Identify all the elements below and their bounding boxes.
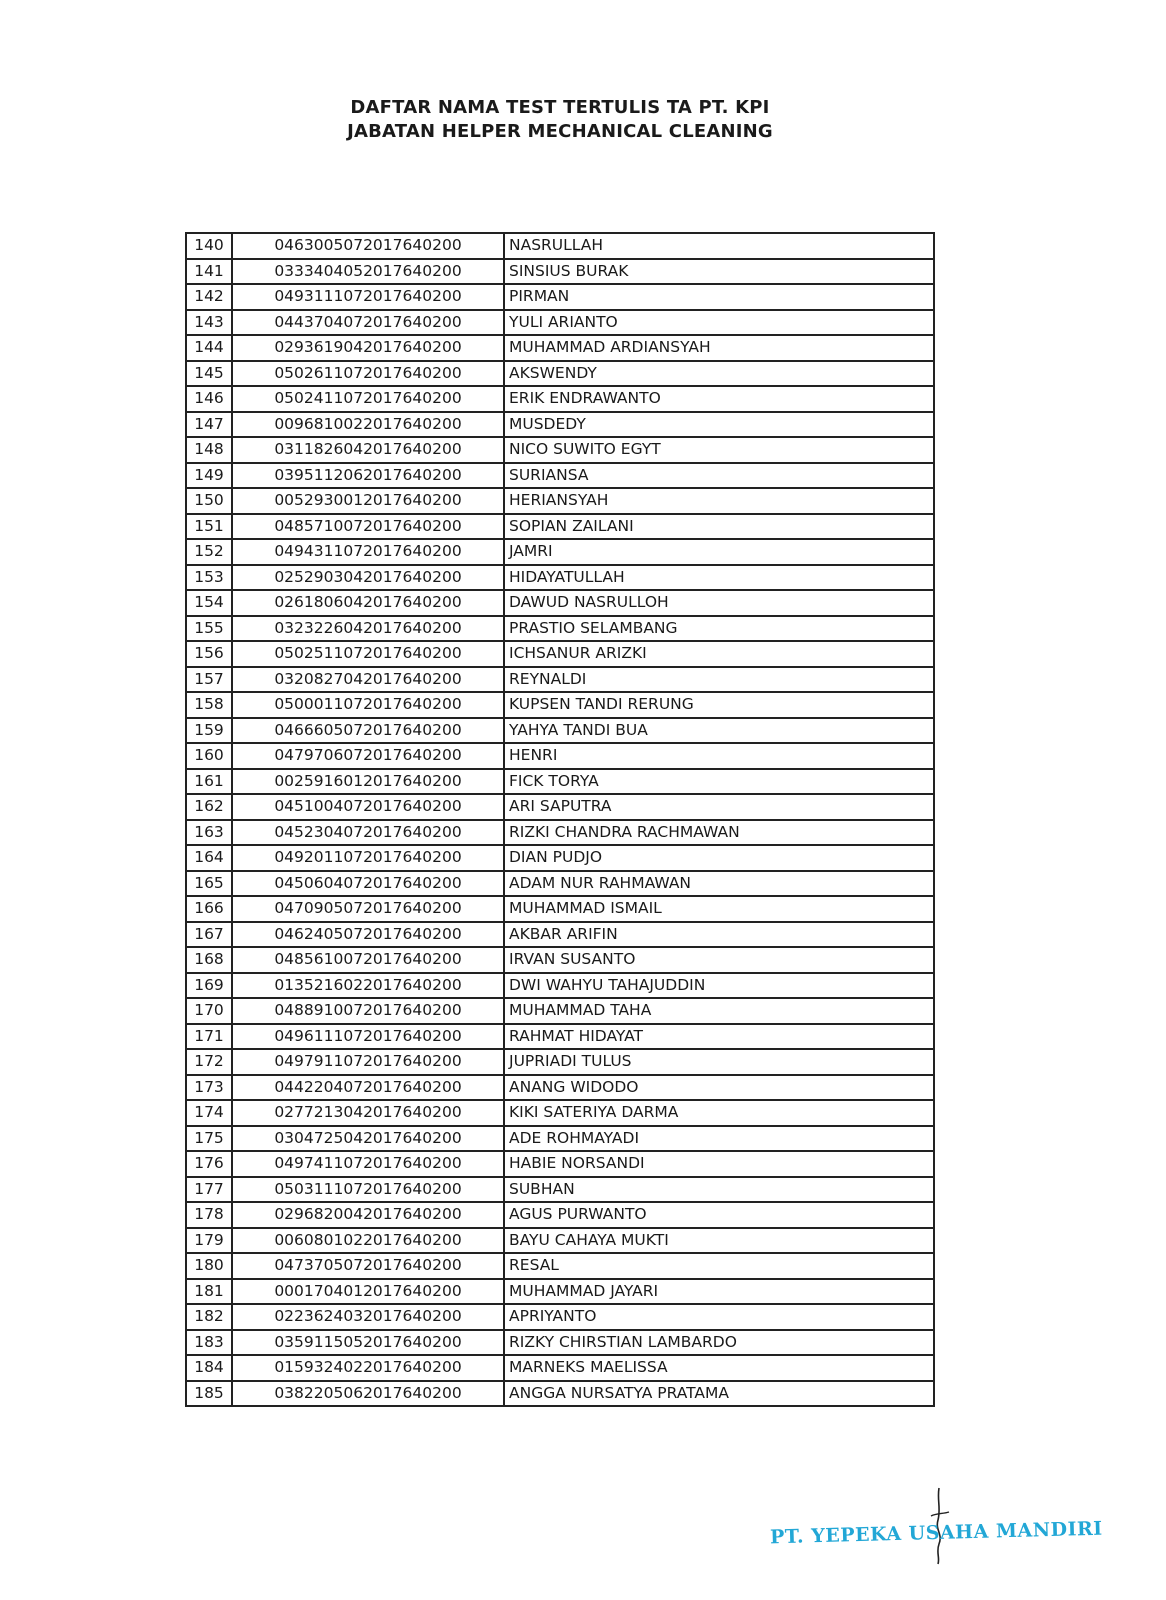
registration-number: 0462405072017640200	[232, 922, 504, 948]
row-number: 149	[186, 463, 232, 489]
registration-number: 0494311072017640200	[232, 539, 504, 565]
participant-name: MUHAMMAD TAHA	[504, 998, 934, 1024]
table-row	[186, 1330, 934, 1356]
registration-number: 0395112062017640200	[232, 463, 504, 489]
table-row	[186, 1202, 934, 1228]
participant-name: ICHSANUR ARIZKI	[504, 641, 934, 667]
participant-name: MUSDEDY	[504, 412, 934, 438]
participant-name: SURIANSA	[504, 463, 934, 489]
row-number: 182	[186, 1304, 232, 1330]
participant-name: HIDAYATULLAH	[504, 565, 934, 591]
registration-number: 0485710072017640200	[232, 514, 504, 540]
registration-number: 0333404052017640200	[232, 259, 504, 285]
participant-name: PIRMAN	[504, 284, 934, 310]
registration-number: 0497911072017640200	[232, 1049, 504, 1075]
participant-name: AGUS PURWANTO	[504, 1202, 934, 1228]
table-row	[186, 820, 934, 846]
participant-name: HERIANSYAH	[504, 488, 934, 514]
participant-name: YULI ARIANTO	[504, 310, 934, 336]
participant-name: MUHAMMAD ARDIANSYAH	[504, 335, 934, 361]
table-row	[186, 1381, 934, 1407]
row-number: 168	[186, 947, 232, 973]
table-row	[186, 1049, 934, 1075]
registration-number: 0452304072017640200	[232, 820, 504, 846]
row-number: 175	[186, 1126, 232, 1152]
row-number: 152	[186, 539, 232, 565]
row-number: 157	[186, 667, 232, 693]
registration-number: 0443704072017640200	[232, 310, 504, 336]
row-number: 143	[186, 310, 232, 336]
participant-name: HABIE NORSANDI	[504, 1151, 934, 1177]
row-number: 142	[186, 284, 232, 310]
row-number: 160	[186, 743, 232, 769]
participant-name: DWI WAHYU TAHAJUDDIN	[504, 973, 934, 999]
participant-name: BAYU CAHAYA MUKTI	[504, 1228, 934, 1254]
participant-name: RAHMAT HIDAYAT	[504, 1024, 934, 1050]
row-number: 164	[186, 845, 232, 871]
row-number: 156	[186, 641, 232, 667]
table-row	[186, 616, 934, 642]
participant-name: MARNEKS MAELISSA	[504, 1355, 934, 1381]
table-row	[186, 539, 934, 565]
table-row	[186, 412, 934, 438]
participant-name: AKSWENDY	[504, 361, 934, 387]
participant-name: NICO SUWITO EGYT	[504, 437, 934, 463]
registration-number: 0492011072017640200	[232, 845, 504, 871]
table-row	[186, 1024, 934, 1050]
row-number: 151	[186, 514, 232, 540]
participant-name: ADE ROHMAYADI	[504, 1126, 934, 1152]
title-line-2: JABATAN HELPER MECHANICAL CLEANING	[347, 121, 773, 142]
table-row	[186, 769, 934, 795]
participant-name: RESAL	[504, 1253, 934, 1279]
table-row	[186, 514, 934, 540]
participant-name: RIZKI CHANDRA RACHMAWAN	[504, 820, 934, 846]
participant-name: ANANG WIDODO	[504, 1075, 934, 1101]
registration-number: 0296820042017640200	[232, 1202, 504, 1228]
table-row	[186, 284, 934, 310]
registration-number: 0497411072017640200	[232, 1151, 504, 1177]
participant-name: ERIK ENDRAWANTO	[504, 386, 934, 412]
registration-number: 0293619042017640200	[232, 335, 504, 361]
registration-number: 0135216022017640200	[232, 973, 504, 999]
participant-name: HENRI	[504, 743, 934, 769]
registration-number: 0485610072017640200	[232, 947, 504, 973]
row-number: 178	[186, 1202, 232, 1228]
registration-number: 0463005072017640200	[232, 233, 504, 259]
participant-table	[185, 232, 935, 1407]
participant-name: ANGGA NURSATYA PRATAMA	[504, 1381, 934, 1407]
participant-name: MUHAMMAD JAYARI	[504, 1279, 934, 1305]
row-number: 163	[186, 820, 232, 846]
participant-name: JUPRIADI TULUS	[504, 1049, 934, 1075]
registration-number: 0277213042017640200	[232, 1100, 504, 1126]
registration-number: 0223624032017640200	[232, 1304, 504, 1330]
table-row	[186, 1126, 934, 1152]
table-row	[186, 845, 934, 871]
registration-number: 0479706072017640200	[232, 743, 504, 769]
registration-number: 0450604072017640200	[232, 871, 504, 897]
title-line-1: DAFTAR NAMA TEST TERTULIS TA PT. KPI	[350, 97, 770, 118]
participant-name: SINSIUS BURAK	[504, 259, 934, 285]
table-row	[186, 667, 934, 693]
row-number: 141	[186, 259, 232, 285]
registration-number: 0488910072017640200	[232, 998, 504, 1024]
registration-number: 0320827042017640200	[232, 667, 504, 693]
table-row	[186, 1228, 934, 1254]
participant-name: SUBHAN	[504, 1177, 934, 1203]
document-title	[0, 96, 1120, 144]
participant-name: KIKI SATERIYA DARMA	[504, 1100, 934, 1126]
registration-number: 0096810022017640200	[232, 412, 504, 438]
table-row	[186, 871, 934, 897]
row-number: 180	[186, 1253, 232, 1279]
registration-number: 0382205062017640200	[232, 1381, 504, 1407]
table-row	[186, 896, 934, 922]
table-row	[186, 1100, 934, 1126]
participant-name: MUHAMMAD ISMAIL	[504, 896, 934, 922]
row-number: 185	[186, 1381, 232, 1407]
registration-number: 0001704012017640200	[232, 1279, 504, 1305]
registration-number: 0451004072017640200	[232, 794, 504, 820]
participant-name: APRIYANTO	[504, 1304, 934, 1330]
table-row	[186, 463, 934, 489]
participant-name: DIAN PUDJO	[504, 845, 934, 871]
registration-number: 0159324022017640200	[232, 1355, 504, 1381]
row-number: 179	[186, 1228, 232, 1254]
row-number: 140	[186, 233, 232, 259]
participant-name: FICK TORYA	[504, 769, 934, 795]
table-row	[186, 488, 934, 514]
row-number: 176	[186, 1151, 232, 1177]
table-row	[186, 361, 934, 387]
participant-name: SOPIAN ZAILANI	[504, 514, 934, 540]
table-row	[186, 1075, 934, 1101]
table-row	[186, 641, 934, 667]
registration-number: 0252903042017640200	[232, 565, 504, 591]
row-number: 159	[186, 718, 232, 744]
table-row	[186, 794, 934, 820]
registration-number: 0025916012017640200	[232, 769, 504, 795]
registration-number: 0503111072017640200	[232, 1177, 504, 1203]
row-number: 172	[186, 1049, 232, 1075]
registration-number: 0473705072017640200	[232, 1253, 504, 1279]
row-number: 167	[186, 922, 232, 948]
participant-name: REYNALDI	[504, 667, 934, 693]
company-stamp: PT. YEPEKA USAHA MANDIRI	[769, 1517, 1103, 1549]
participant-name: DAWUD NASRULLOH	[504, 590, 934, 616]
table-row	[186, 335, 934, 361]
table-body	[186, 233, 934, 1406]
row-number: 169	[186, 973, 232, 999]
table-row	[186, 692, 934, 718]
row-number: 174	[186, 1100, 232, 1126]
registration-number: 0502611072017640200	[232, 361, 504, 387]
registration-number: 0052930012017640200	[232, 488, 504, 514]
table-row	[186, 1304, 934, 1330]
row-number: 166	[186, 896, 232, 922]
row-number: 161	[186, 769, 232, 795]
row-number: 170	[186, 998, 232, 1024]
row-number: 173	[186, 1075, 232, 1101]
participant-name: PRASTIO SELAMBANG	[504, 616, 934, 642]
participant-name: JAMRI	[504, 539, 934, 565]
row-number: 181	[186, 1279, 232, 1305]
registration-number: 0311826042017640200	[232, 437, 504, 463]
row-number: 177	[186, 1177, 232, 1203]
table-row	[186, 590, 934, 616]
table-row	[186, 437, 934, 463]
registration-number: 0496111072017640200	[232, 1024, 504, 1050]
participant-name: RIZKY CHIRSTIAN LAMBARDO	[504, 1330, 934, 1356]
row-number: 148	[186, 437, 232, 463]
participant-name: KUPSEN TANDI RERUNG	[504, 692, 934, 718]
registration-number: 0466605072017640200	[232, 718, 504, 744]
row-number: 155	[186, 616, 232, 642]
registration-number: 0470905072017640200	[232, 896, 504, 922]
row-number: 184	[186, 1355, 232, 1381]
registration-number: 0304725042017640200	[232, 1126, 504, 1152]
row-number: 150	[186, 488, 232, 514]
table-row	[186, 718, 934, 744]
row-number: 171	[186, 1024, 232, 1050]
table-row	[186, 947, 934, 973]
participant-name: IRVAN SUSANTO	[504, 947, 934, 973]
row-number: 145	[186, 361, 232, 387]
participant-name: ARI SAPUTRA	[504, 794, 934, 820]
registration-number: 0359115052017640200	[232, 1330, 504, 1356]
table-row	[186, 386, 934, 412]
row-number: 154	[186, 590, 232, 616]
participant-name: ADAM NUR RAHMAWAN	[504, 871, 934, 897]
row-number: 158	[186, 692, 232, 718]
participant-name: YAHYA TANDI BUA	[504, 718, 934, 744]
participant-name: AKBAR ARIFIN	[504, 922, 934, 948]
registration-number: 0060801022017640200	[232, 1228, 504, 1254]
table-row	[186, 1279, 934, 1305]
table-row	[186, 998, 934, 1024]
table-row	[186, 1151, 934, 1177]
registration-number: 0493111072017640200	[232, 284, 504, 310]
row-number: 144	[186, 335, 232, 361]
table-row	[186, 743, 934, 769]
row-number: 147	[186, 412, 232, 438]
row-number: 165	[186, 871, 232, 897]
participant-name: NASRULLAH	[504, 233, 934, 259]
registration-number: 0500011072017640200	[232, 692, 504, 718]
registration-number: 0502411072017640200	[232, 386, 504, 412]
table-row	[186, 1177, 934, 1203]
table-row	[186, 310, 934, 336]
table-row	[186, 1355, 934, 1381]
table-row	[186, 973, 934, 999]
row-number: 153	[186, 565, 232, 591]
registration-number: 0261806042017640200	[232, 590, 504, 616]
table-row	[186, 565, 934, 591]
table-row	[186, 1253, 934, 1279]
row-number: 146	[186, 386, 232, 412]
registration-number: 0323226042017640200	[232, 616, 504, 642]
registration-number: 0442204072017640200	[232, 1075, 504, 1101]
row-number: 162	[186, 794, 232, 820]
table-row	[186, 233, 934, 259]
row-number: 183	[186, 1330, 232, 1356]
table-row	[186, 259, 934, 285]
table-row	[186, 922, 934, 948]
registration-number: 0502511072017640200	[232, 641, 504, 667]
